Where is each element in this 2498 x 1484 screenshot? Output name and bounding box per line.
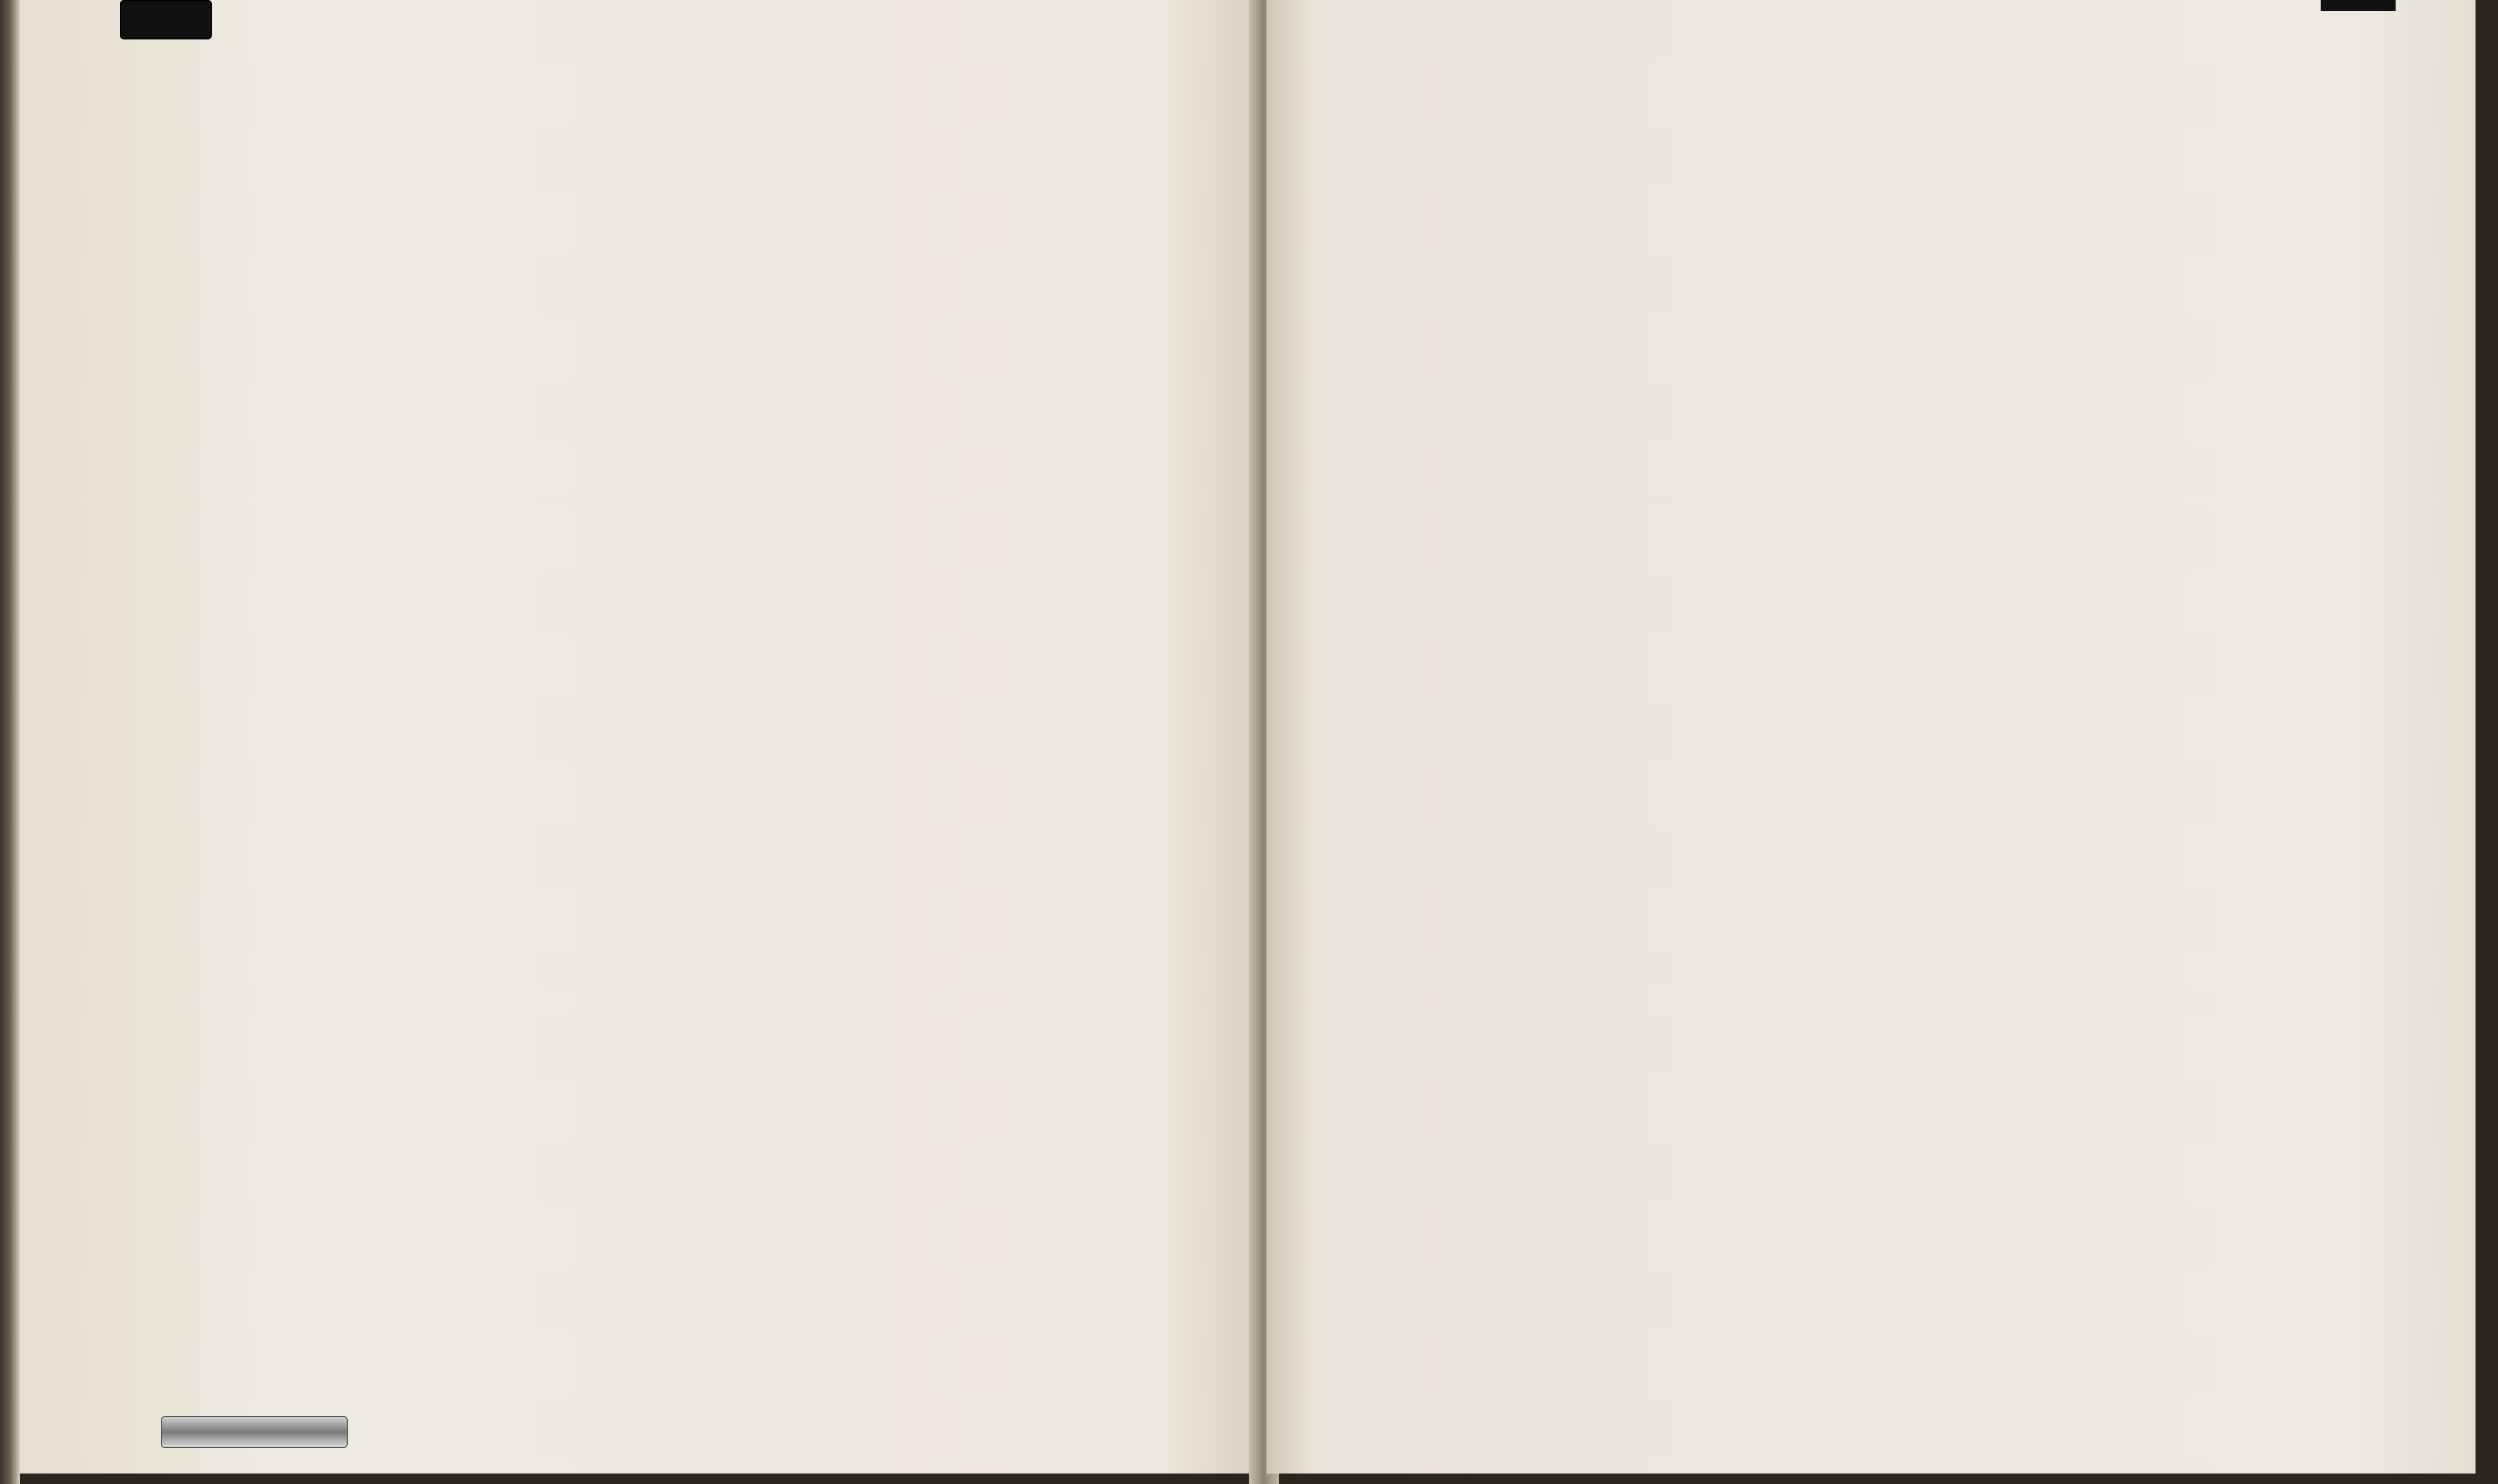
metal-clip-icon [161, 1416, 348, 1448]
left-page [20, 0, 1259, 1474]
right-page [1266, 0, 2476, 1474]
top-tab [2321, 0, 2396, 11]
book-edge [0, 0, 20, 1484]
binder-clip-icon [120, 0, 212, 39]
